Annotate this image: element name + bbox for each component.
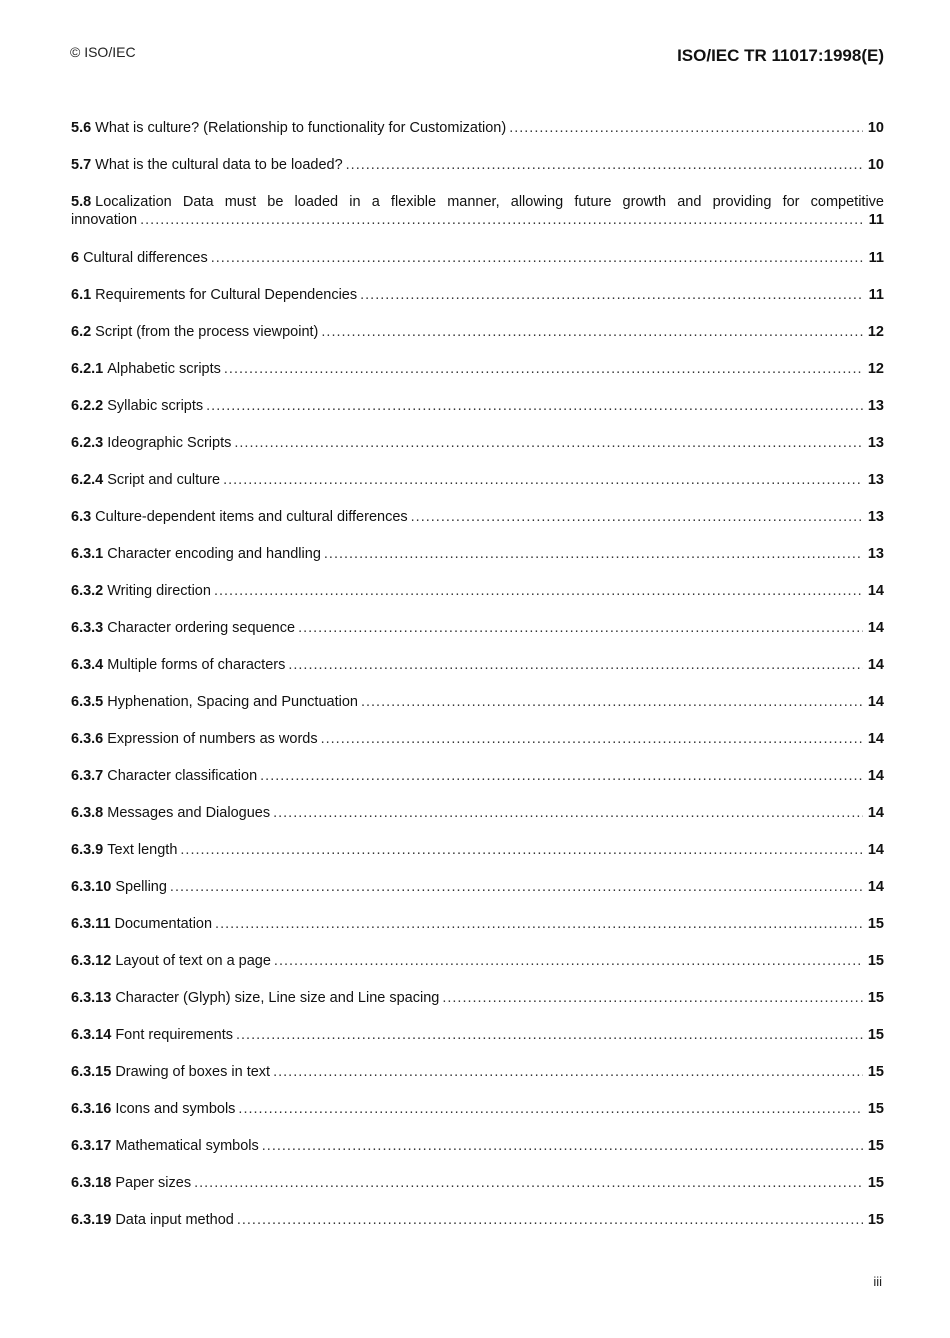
toc-entry-title: Ideographic Scripts: [107, 435, 232, 451]
toc-leader-dots: [211, 249, 863, 267]
toc-leader-dots: [180, 841, 863, 859]
toc-entry-number: 5.8: [71, 194, 92, 210]
toc-entry-number: 6.3.4: [71, 657, 104, 673]
toc-leader-dots: [214, 582, 863, 600]
toc-entry[interactable]: [71, 943, 884, 980]
toc-entry-title: Character classification: [107, 768, 258, 784]
toc-entry-number: 6: [71, 250, 80, 266]
toc-entry-page: 14: [867, 842, 884, 858]
toc-entry-number: 6.2: [71, 324, 92, 340]
toc-entry-title: Localization Data must be loaded in a flexible manner, allowing future growth and providing for competitive: [95, 194, 884, 210]
toc-entry-page: 12: [867, 324, 884, 340]
toc-entry-line2: [71, 211, 884, 229]
toc-leader-dots: [262, 1137, 863, 1155]
toc-entry[interactable]: [71, 795, 884, 832]
toc-leader-dots: [215, 915, 863, 933]
toc-entry[interactable]: [71, 277, 884, 314]
toc-entry-number: 6.3.12: [71, 953, 112, 969]
toc-leader-dots: [442, 989, 863, 1007]
toc-entry[interactable]: [71, 684, 884, 721]
toc-entry-page: 14: [867, 805, 884, 821]
toc-entry-page: 13: [867, 546, 884, 562]
toc-leader-dots: [236, 1026, 863, 1044]
toc-entry[interactable]: [71, 110, 884, 147]
toc-entry-title-continued: innovation: [71, 212, 138, 228]
toc-entry[interactable]: [71, 869, 884, 906]
toc-entry[interactable]: [71, 610, 884, 647]
toc-entry[interactable]: [71, 499, 884, 536]
toc-leader-dots: [234, 434, 863, 452]
toc-entry-page: 15: [867, 953, 884, 969]
toc-entry-page: 10: [867, 120, 884, 136]
toc-leader-dots: [361, 693, 863, 711]
toc-leader-dots: [360, 286, 863, 304]
toc-leader-dots: [346, 156, 863, 174]
toc-leader-dots: [224, 360, 863, 378]
toc-entry-page: 15: [867, 1064, 884, 1080]
toc-entry-page: 15: [867, 916, 884, 932]
toc-entry[interactable]: [71, 1202, 884, 1239]
toc-entry-title: Documentation: [114, 916, 213, 932]
toc-entry-page: 12: [867, 361, 884, 377]
toc-leader-dots: [274, 952, 863, 970]
page-number: iii: [873, 1274, 882, 1289]
toc-entry-number: 6.3.19: [71, 1212, 112, 1228]
toc-leader-dots: [324, 545, 863, 563]
toc-entry[interactable]: [71, 425, 884, 462]
copyright-header: © ISO/IEC: [70, 44, 136, 60]
toc-entry-page: 13: [867, 398, 884, 414]
toc-leader-dots: [273, 1063, 863, 1081]
toc-entry-title: Script and culture: [107, 472, 221, 488]
toc-entry-number: 5.6: [71, 120, 92, 136]
toc-entry-title: Layout of text on a page: [115, 953, 271, 969]
toc-entry-number: 6.3.9: [71, 842, 104, 858]
toc-entry-page: 14: [867, 731, 884, 747]
toc-entry-title: Alphabetic scripts: [107, 361, 221, 377]
toc-entry-title: Hyphenation, Spacing and Punctuation: [107, 694, 358, 710]
toc-entry-number: 6.3.5: [71, 694, 104, 710]
toc-entry-number: 6.2.4: [71, 472, 104, 488]
toc-entry-page: 14: [867, 657, 884, 673]
toc-entry-number: 6.3.3: [71, 620, 104, 636]
table-of-contents: [71, 110, 884, 1239]
toc-entry-page: 14: [867, 694, 884, 710]
toc-leader-dots: [509, 119, 863, 137]
toc-entry-page: 13: [867, 435, 884, 451]
toc-entry[interactable]: [71, 906, 884, 943]
toc-entry-number: 6.3.7: [71, 768, 104, 784]
toc-entry-title: Expression of numbers as words: [107, 731, 318, 747]
toc-entry-page: 11: [868, 250, 884, 266]
toc-entry[interactable]: [71, 1017, 884, 1054]
toc-entry-title: Character (Glyph) size, Line size and Line spacing: [115, 990, 440, 1006]
toc-entry-number: 6.3.14: [71, 1027, 112, 1043]
toc-entry[interactable]: [71, 721, 884, 758]
toc-entry[interactable]: [71, 462, 884, 499]
toc-entry-page: 14: [867, 620, 884, 636]
toc-entry[interactable]: [71, 573, 884, 610]
toc-leader-dots: [273, 804, 863, 822]
toc-leader-dots: [298, 619, 863, 637]
toc-entry-number: 6.3.6: [71, 731, 104, 747]
toc-entry-title: Drawing of boxes in text: [115, 1064, 271, 1080]
toc-entry-title: What is the cultural data to be loaded?: [95, 157, 343, 173]
toc-entry-title: Culture-dependent items and cultural differences: [95, 509, 408, 525]
toc-entry-title: What is culture? (Relationship to functionality for Customization): [95, 120, 507, 136]
toc-entry[interactable]: [71, 1128, 884, 1165]
toc-entry-number: 6.3.17: [71, 1138, 112, 1154]
toc-entry[interactable]: [71, 1165, 884, 1202]
toc-entry-page: 10: [867, 157, 884, 173]
toc-entry-title: Syllabic scripts: [107, 398, 204, 414]
toc-leader-dots: [170, 878, 863, 896]
toc-entry-title: Icons and symbols: [115, 1101, 236, 1117]
toc-leader-dots: [237, 1211, 863, 1229]
toc-entry-title: Character encoding and handling: [107, 546, 321, 562]
toc-entry-number: 6.3.15: [71, 1064, 112, 1080]
toc-entry[interactable]: [71, 147, 884, 184]
toc-leader-dots: [194, 1174, 863, 1192]
toc-entry-page: 15: [867, 990, 884, 1006]
toc-entry-number: 6.3.13: [71, 990, 112, 1006]
toc-entry-title: Messages and Dialogues: [107, 805, 271, 821]
toc-entry-title: Script (from the process viewpoint): [95, 324, 319, 340]
toc-entry-title: Writing direction: [107, 583, 211, 599]
toc-entry-title: Data input method: [115, 1212, 234, 1228]
toc-entry-page: 15: [867, 1101, 884, 1117]
toc-entry-title: Paper sizes: [115, 1175, 192, 1191]
toc-entry-number: 6.3.18: [71, 1175, 112, 1191]
toc-entry-title: Multiple forms of characters: [107, 657, 286, 673]
toc-entry-page: 11: [868, 287, 884, 303]
toc-leader-dots: [238, 1100, 863, 1118]
toc-entry-page: 14: [867, 768, 884, 784]
toc-entry[interactable]: [71, 758, 884, 795]
toc-entry-number: 6.2.3: [71, 435, 104, 451]
toc-entry-number: 6.2.2: [71, 398, 104, 414]
toc-entry-number: 6.3.1: [71, 546, 104, 562]
toc-entry-number: 5.7: [71, 157, 92, 173]
toc-entry[interactable]: [71, 388, 884, 425]
toc-entry-number: 6.3: [71, 509, 92, 525]
toc-entry-number: 6.3.2: [71, 583, 104, 599]
toc-entry-page: 15: [867, 1212, 884, 1228]
toc-leader-dots: [260, 767, 863, 785]
toc-entry[interactable]: [71, 351, 884, 388]
toc-entry[interactable]: [71, 980, 884, 1017]
toc-entry-number: 6.3.11: [71, 916, 111, 932]
toc-entry[interactable]: [71, 832, 884, 869]
toc-entry-page: 13: [867, 472, 884, 488]
toc-entry-title: Mathematical symbols: [115, 1138, 259, 1154]
toc-entry[interactable]: [71, 1054, 884, 1091]
toc-leader-dots: [140, 211, 863, 229]
toc-leader-dots: [411, 508, 863, 526]
toc-entry[interactable]: [71, 1091, 884, 1128]
toc-entry[interactable]: [71, 184, 884, 240]
toc-leader-dots: [321, 323, 863, 341]
toc-entry-page: 15: [867, 1027, 884, 1043]
toc-entry-number: 6.3.16: [71, 1101, 112, 1117]
toc-entry-title: Requirements for Cultural Dependencies: [95, 287, 358, 303]
toc-entry-page: 14: [867, 583, 884, 599]
toc-entry-title: Spelling: [115, 879, 167, 895]
toc-entry[interactable]: [71, 240, 884, 277]
toc-entry-number: 6.1: [71, 287, 92, 303]
toc-leader-dots: [321, 730, 863, 748]
toc-entry-number: 6.2.1: [71, 361, 104, 377]
toc-entry-title: Cultural differences: [83, 250, 208, 266]
document-id-header: ISO/IEC TR 11017:1998(E): [677, 46, 884, 65]
toc-entry-page: 13: [867, 509, 884, 525]
toc-entry-line1: [71, 193, 884, 211]
toc-entry[interactable]: [71, 314, 884, 351]
toc-entry-title: Character ordering sequence: [107, 620, 296, 636]
toc-entry[interactable]: [71, 536, 884, 573]
toc-entry-page: 15: [867, 1138, 884, 1154]
toc-entry-title: Font requirements: [115, 1027, 233, 1043]
toc-leader-dots: [288, 656, 863, 674]
toc-leader-dots: [206, 397, 863, 415]
toc-entry-title: Text length: [107, 842, 178, 858]
toc-entry-page: 11: [868, 212, 884, 228]
toc-entry[interactable]: [71, 647, 884, 684]
toc-entry-page: 14: [867, 879, 884, 895]
toc-entry-page: 15: [867, 1175, 884, 1191]
toc-entry-number: 6.3.10: [71, 879, 112, 895]
toc-leader-dots: [223, 471, 863, 489]
toc-entry-number: 6.3.8: [71, 805, 104, 821]
